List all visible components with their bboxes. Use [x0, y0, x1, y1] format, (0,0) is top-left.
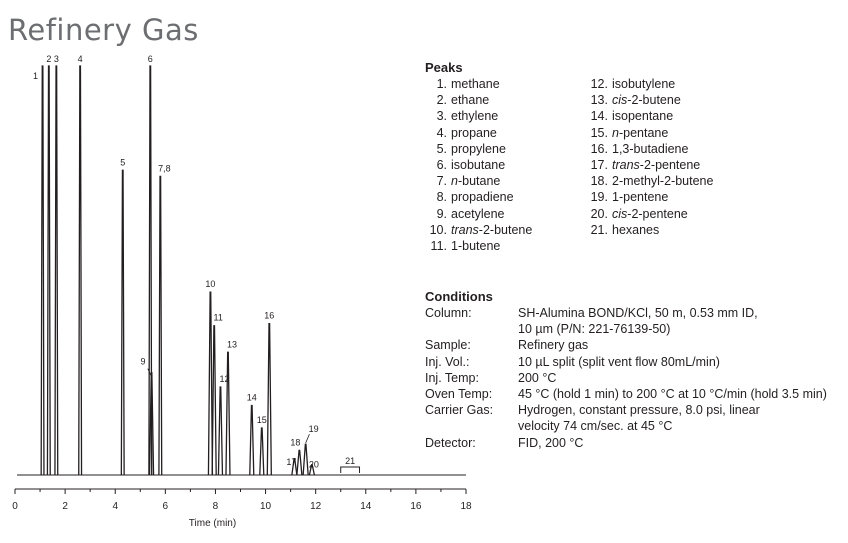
condition-label: Oven Temp: [425, 387, 493, 402]
peak-number: 2. [436, 93, 447, 108]
conditions-block [425, 288, 827, 451]
peak-list-item [425, 76, 586, 92]
peak-19-leader [306, 434, 310, 443]
chromatogram-peak-12 [218, 387, 222, 475]
condition-row [425, 305, 827, 337]
peak-21-bracket [341, 467, 360, 473]
peak-label: 1 [33, 71, 39, 81]
peaks-column-1 [425, 76, 586, 254]
peak-name: isobutylene [612, 77, 676, 91]
peak-label: 7,8 [158, 163, 171, 174]
condition-label: Inj. Temp: [425, 370, 479, 385]
chromatogram-peak-13 [226, 352, 230, 475]
peak-label: 19 [308, 424, 319, 435]
peak-number: 7. [436, 174, 447, 189]
peak-list-item [425, 141, 586, 157]
peak-list-item [425, 173, 586, 189]
peak-number: 9. [436, 206, 447, 221]
peak-name-prefix: cis [612, 93, 628, 108]
peak-number: 13. [590, 93, 608, 108]
peak-list-item [586, 125, 713, 141]
peaks-heading: Peaks [425, 60, 463, 75]
page-title: Refinery Gas [8, 13, 199, 47]
x-tick-label: 6 [162, 501, 169, 512]
x-tick-label: 16 [410, 501, 422, 512]
conditions-heading: Conditions [425, 289, 493, 304]
condition-value-line: 10 µL split (split vent flow 80mL/min) [518, 354, 720, 369]
peak-number: 18. [590, 174, 608, 189]
peak-name: -pentane [618, 125, 669, 140]
peak-name: 1-pentene [612, 190, 669, 205]
peak-list-item [586, 76, 713, 92]
condition-value-line: FID, 200 °C [518, 435, 584, 450]
chromatogram-peak-1 [41, 66, 44, 475]
chromatogram-peak-18 [297, 450, 302, 475]
peak-name: -2-pentene [627, 206, 688, 221]
condition-value-line: 200 °C [518, 370, 557, 385]
peak-name: 1,3-butadiene [612, 141, 689, 156]
chromatogram-peak-14 [250, 405, 254, 475]
peak-number: 12. [590, 77, 608, 91]
condition-value [518, 354, 720, 370]
peak-label: 12 [219, 374, 230, 385]
chromatogram-peak-11 [212, 326, 216, 475]
peak-label: 2 [46, 54, 52, 64]
peak-label: 20 [308, 459, 319, 470]
chromatogram-peak-3 [55, 66, 58, 475]
peak-list-item [586, 141, 713, 157]
peak-number: 4. [436, 125, 447, 140]
peak-name: 2-methyl-2-butene [612, 174, 714, 189]
chromatogram-peak-16 [267, 324, 271, 475]
peak-name: -2-butene [478, 222, 533, 237]
peak-label: 11 [213, 312, 223, 323]
peak-list-item [425, 125, 586, 141]
peak-list-item [425, 189, 586, 205]
peak-name: -2-butene [627, 93, 681, 108]
condition-label: Sample: [425, 338, 471, 353]
peak-label: 3 [53, 54, 59, 64]
peak-name: methane [451, 77, 500, 91]
x-tick-label: 12 [310, 501, 322, 512]
condition-value [518, 386, 827, 402]
peak-number: 15. [590, 125, 608, 140]
peak-list-item [425, 157, 586, 173]
condition-label: Detector: [425, 435, 476, 450]
condition-row [425, 370, 827, 386]
peak-list-item [425, 222, 586, 238]
peak-label: 13 [226, 339, 237, 350]
peak-name: propylene [451, 141, 506, 156]
condition-value-line: velocity 74 cm/sec. at 45 °C [518, 419, 673, 434]
chromatogram-peak-5 [121, 170, 124, 475]
peak-list-item [586, 108, 713, 124]
peak-name-prefix: cis [612, 206, 628, 221]
peak-name: propane [451, 125, 497, 140]
condition-label: Carrier Gas: [425, 403, 494, 418]
peak-name-prefix: trans [451, 222, 479, 237]
peak-number: 1. [436, 77, 447, 91]
chromatogram-peak-4 [79, 66, 82, 475]
condition-row [425, 354, 827, 370]
peak-list-item [586, 173, 713, 189]
x-tick-label: 0 [12, 501, 18, 512]
condition-row [425, 337, 827, 353]
x-tick-label: 2 [62, 501, 68, 512]
peak-number: 11. [430, 239, 447, 254]
peak-number: 14. [590, 109, 608, 124]
peak-name: 1-butene [451, 239, 501, 254]
condition-value-line: 45 °C (hold 1 min) to 200 °C at 10 °C/min (hold 3.5 min) [518, 387, 827, 402]
condition-value-line: Refinery gas [518, 338, 589, 353]
condition-value-line: Hydrogen, constant pressure, 8.0 psi, linear [518, 403, 760, 418]
peak-number: 17. [590, 158, 608, 173]
peak-name: -2-pentene [639, 158, 701, 173]
condition-value-line: SH-Alumina BOND/KCl, 50 m, 0.53 mm ID, [518, 306, 758, 320]
peak-list-item [586, 157, 713, 173]
peak-name-prefix: n [612, 125, 619, 140]
peak-list-item [586, 189, 713, 205]
peak-number: 6. [436, 158, 447, 173]
condition-row [425, 386, 827, 402]
peak-label: 6 [147, 54, 153, 64]
peak-number: 16. [590, 141, 608, 156]
chromatogram-peak-10 [208, 292, 212, 475]
peak-list-item [425, 238, 586, 254]
condition-label: Inj. Vol.: [425, 354, 470, 369]
peak-number: 20. [590, 206, 608, 221]
peak-number: 21. [590, 222, 608, 237]
peak-list-item [425, 92, 586, 108]
condition-value [518, 337, 588, 353]
peak-label: 9 [140, 356, 146, 367]
peak-label: 4 [77, 54, 83, 64]
peak-number: 8. [436, 190, 447, 205]
peak-name: ethylene [451, 109, 499, 124]
peak-name: ethane [451, 93, 490, 108]
x-tick-label: 18 [460, 501, 472, 512]
peaks-column-2 [586, 76, 713, 254]
chromatogram-peak-19 [303, 444, 308, 475]
peak-label: 17 [286, 456, 297, 467]
peak-name: -butane [457, 174, 501, 189]
condition-label: Column: [425, 306, 472, 320]
peak-list-item [586, 206, 713, 222]
peak-name: acetylene [451, 206, 505, 221]
peak-name: isopentane [612, 109, 674, 124]
x-tick-label: 14 [360, 501, 372, 512]
peak-number: 3. [436, 109, 447, 124]
peak-list-item [425, 108, 586, 124]
peak-list-item [425, 206, 586, 222]
peak-label: 10 [205, 279, 216, 290]
peak-number: 10. [429, 222, 447, 237]
peak-label: 14 [246, 392, 257, 403]
peak-name: propadiene [451, 190, 514, 205]
chromatogram-peak-2 [47, 66, 50, 475]
peak-label: 21 [345, 456, 356, 466]
condition-value [518, 402, 760, 434]
peak-name-prefix: trans [612, 158, 640, 173]
peak-name-prefix: n [451, 174, 458, 189]
x-tick-label: 10 [259, 501, 272, 512]
peak-label: 5 [120, 157, 126, 168]
peak-label: 16 [264, 310, 275, 321]
peak-label: 15 [256, 414, 267, 425]
peaks-legend [425, 59, 713, 254]
x-tick-label: 8 [212, 501, 219, 512]
x-axis-label: Time (min) [188, 518, 237, 529]
condition-value [518, 435, 583, 451]
peak-number: 5. [436, 141, 447, 156]
peak-list-item [586, 222, 713, 238]
peak-label: 18 [290, 437, 301, 448]
condition-value [518, 305, 758, 337]
chromatogram-peak-15 [260, 428, 264, 475]
peak-number: 19. [590, 190, 608, 205]
condition-value-line: 10 µm (P/N: 221-76139-50) [518, 322, 671, 337]
condition-row [425, 435, 827, 451]
x-tick-label: 4 [112, 501, 119, 512]
peak-name: isobutane [451, 158, 506, 173]
condition-value [518, 370, 556, 386]
peak-name: hexanes [612, 222, 660, 237]
peak-list-item [586, 92, 713, 108]
condition-row [425, 402, 827, 434]
chromatogram-peak-7-8 [159, 176, 162, 475]
